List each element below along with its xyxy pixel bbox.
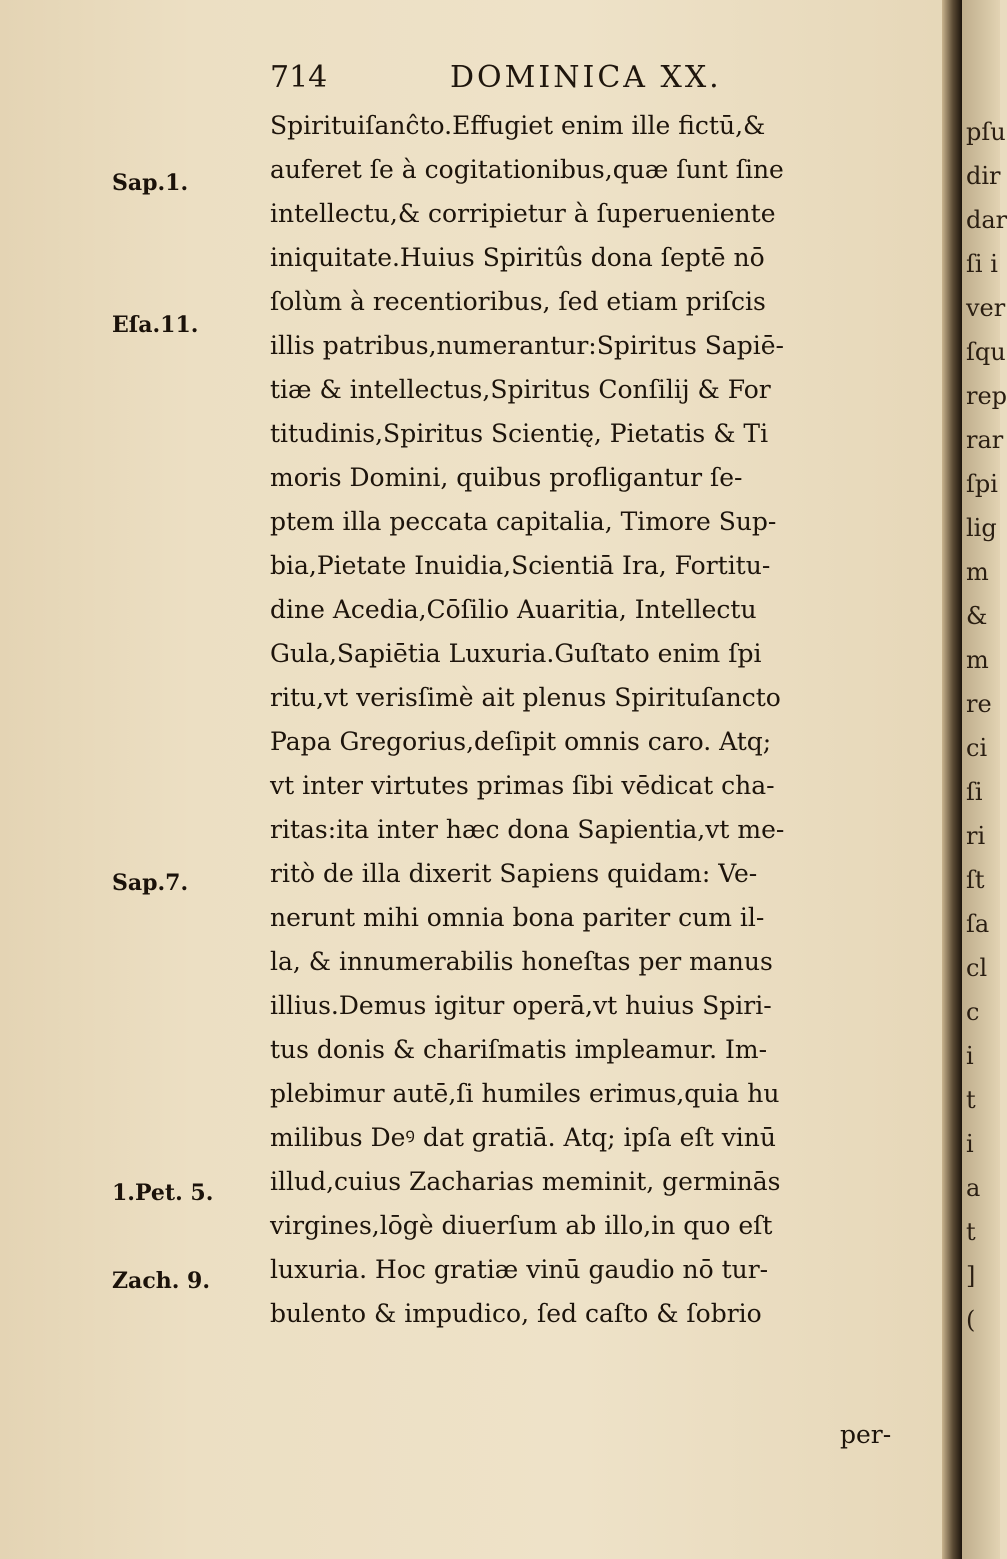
facing-page-fragment: pſu [966,118,1006,146]
facing-page-fragment: rep [966,382,1007,410]
facing-page-fragment: c [966,998,980,1026]
facing-page-fragment: ſa [966,910,990,938]
text-line: intellectu,& corripietur à ſuperueniente [270,199,776,228]
facing-page-fragment: ſi i [966,250,998,278]
facing-page-fragment: i [966,1130,974,1158]
margin-note-sap-1: Sap.1. [112,170,189,196]
text-line: moris Domini, quibus profligantur ſe- [270,463,743,492]
facing-page-fragment: ( [966,1306,976,1334]
text-line: ritas:ita inter hæc dona Sapientia,vt me- [270,815,785,844]
text-line: vt inter virtutes primas ſibi vēdicat cha- [270,771,775,800]
facing-page-fragment: t [966,1218,976,1246]
text-line: ritu,vt verisſimè ait plenus Spirituſancto [270,683,781,712]
text-line: nerunt mihi omnia bona pariter cum il- [270,903,765,932]
facing-page-fragment: m [966,558,989,586]
text-line: la, & innumerabilis honeſtas per manus [270,947,773,976]
facing-page-fragment: i [966,1042,974,1070]
facing-page-edge [962,0,1007,1559]
facing-page-fragment: a [966,1174,981,1202]
body-text [270,104,918,1336]
text-line: plebimur autē,ſi humiles erimus,quia hu [270,1079,780,1108]
facing-page-fragment: ri [966,822,986,850]
facing-page-fragment: m [966,646,989,674]
running-title: DOMINICA XX. [450,60,722,95]
text-line: bulento & impudico, ſed caſto & ſobrio [270,1299,762,1328]
text-line: ſolùm à recentioribus, ſed etiam priſcis [270,287,766,316]
text-line: titudinis,Spiritus Scientię, Pietatis & Ti [270,419,769,448]
facing-page-fragment: lig [966,514,997,542]
text-line: dine Acedia,Cōſilio Auaritia, Intellectu [270,595,757,624]
text-line: tus donis & chariſmatis impleamur. Im- [270,1035,768,1064]
facing-page-fragment: ſqu [966,338,1006,366]
facing-page-fragment: ſt [966,866,985,894]
text-line: milibus Deꝰ dat gratiā. Atq; ipſa eſt vinū [270,1123,777,1152]
text-line: illius.Demus igitur operā,vt huius Spiri- [270,991,772,1020]
facing-page-fragment: ver [966,294,1006,322]
book-gutter [942,0,962,1559]
facing-page-fragment: dar [966,206,1007,234]
facing-page-fragment: cl [966,954,988,982]
text-line: luxuria. Hoc gratiæ vinū gaudio nō tur- [270,1255,769,1284]
facing-page-fragment: dir [966,162,1001,190]
page-number: 714 [270,60,328,95]
facing-page-fragment: rar [966,426,1004,454]
text-line: virgines,lōgè diuerſum ab illo,in quo eſt [270,1211,773,1240]
text-line: Papa Gregorius,deſipit omnis caro. Atq; [270,727,772,756]
text-line: Gula,Sapiētia Luxuria.Guſtato enim ſpi [270,639,762,668]
text-line: iniquitate.Huius Spiritûs dona ſeptē nō [270,243,765,272]
text-line: ritò de illa dixerit Sapiens quidam: Ve- [270,859,758,888]
facing-page-fragment: ſi [966,778,983,806]
facing-page-fragment: re [966,690,992,718]
facing-page-fragment: ſpi [966,470,998,498]
text-line: tiæ & intellectus,Spiritus Conſilij & For [270,375,771,404]
text-line: Spirituiſanĉto.Effugiet enim ille fictū,& [270,111,766,140]
text-line: auferet ſe à cogitationibus,quæ ſunt ſine [270,155,784,184]
margin-note-sap-7: Sap.7. [112,870,189,896]
facing-page-fragment: & [966,602,988,630]
facing-page-fragment: t [966,1086,976,1114]
facing-page-fragment: ] [966,1262,976,1290]
text-line: illis patribus,numerantur:Spiritus Sapiē- [270,331,784,360]
catchword: per- [840,1420,892,1449]
margin-note-esa-11: Eſa.11. [112,312,199,338]
facing-page-fragment: ci [966,734,988,762]
text-line: ptem illa peccata capitalia, Timore Sup- [270,507,777,536]
margin-note-pet-5: 1.Pet. 5. [112,1180,214,1206]
text-line: bia,Pietate Inuidia,Scientiā Ira, Fortitu- [270,551,771,580]
text-line: illud,cuius Zacharias meminit, germinās [270,1167,781,1196]
page-header [270,60,930,100]
margin-note-zach-9: Zach. 9. [112,1268,210,1294]
